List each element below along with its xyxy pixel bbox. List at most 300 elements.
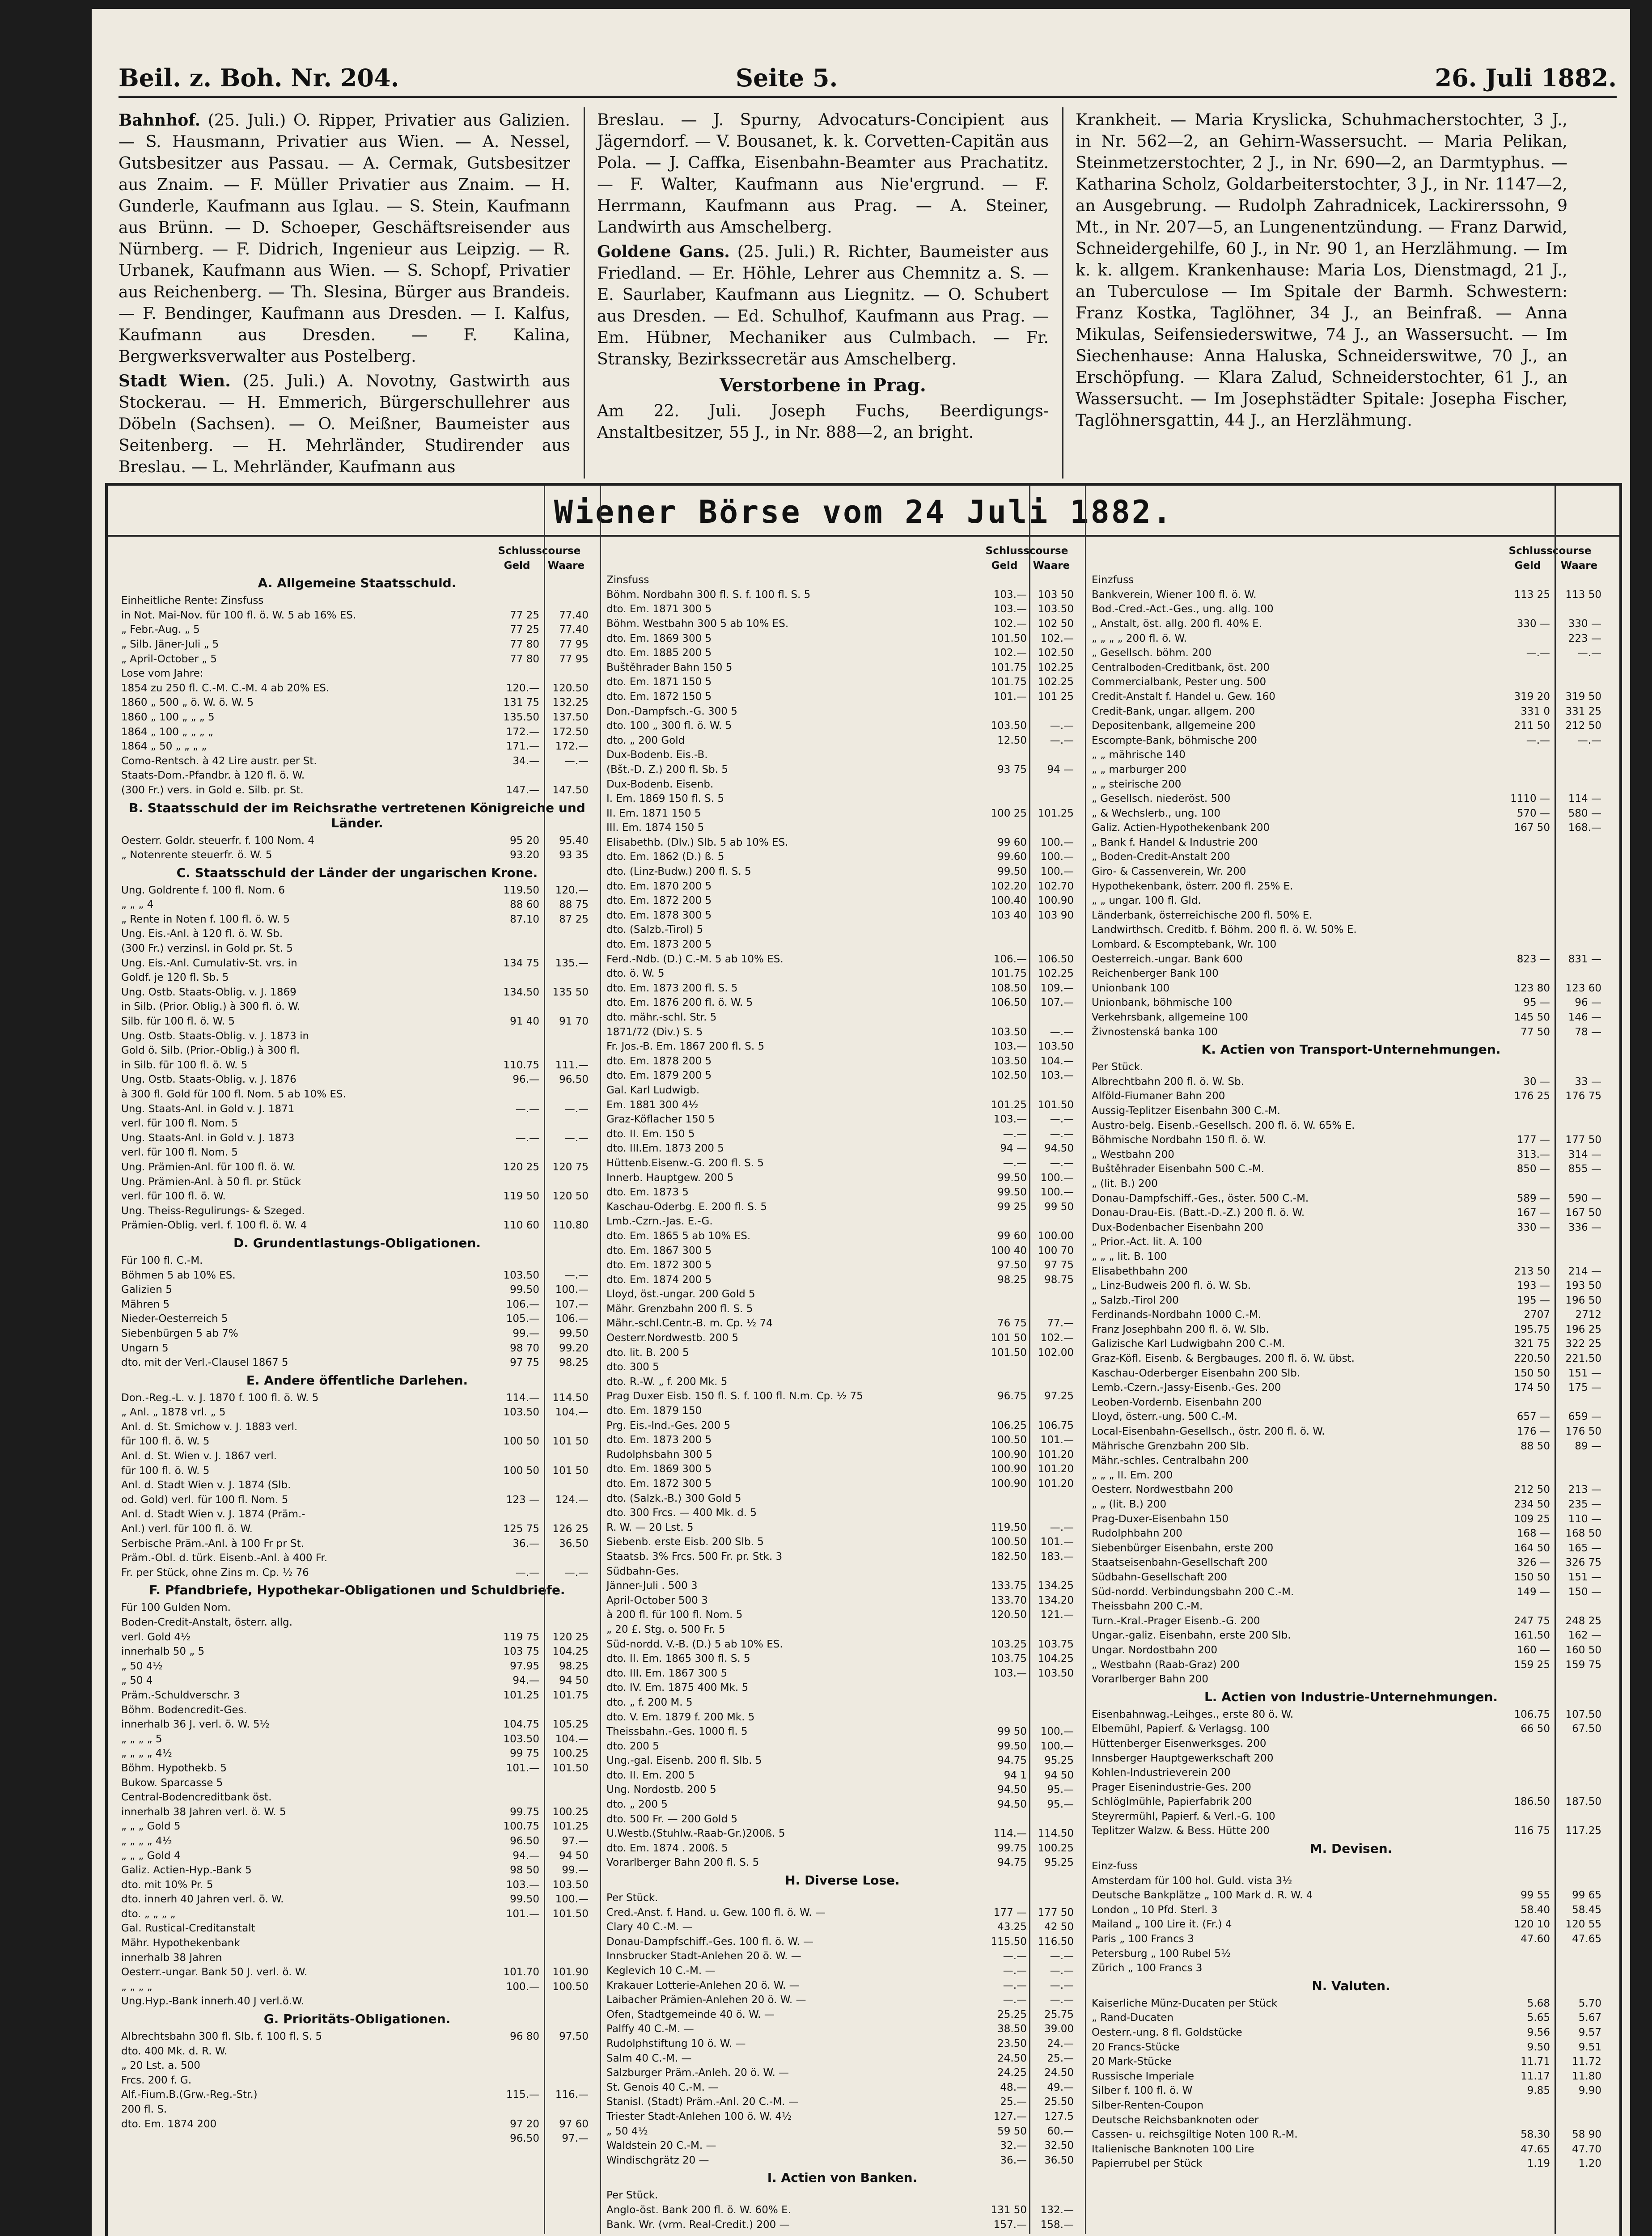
waare-price: 96 — (1575, 997, 1601, 1009)
quote-row (606, 1389, 1078, 1404)
geld-price: 326 — (1516, 1557, 1550, 1569)
quote-row (1092, 981, 1610, 996)
quote-row (606, 821, 1078, 835)
waare-price: —.— (1050, 1979, 1074, 1991)
quote-row (121, 681, 593, 696)
security-name: Credit-Anstalt f. Handel u. Gew. 160 (1092, 690, 1275, 703)
column-divider (1085, 486, 1086, 2234)
quote-row (121, 927, 593, 941)
quote-row (121, 2102, 593, 2117)
geld-price: 103.— (506, 1879, 539, 1891)
waare-price: 150 — (1568, 1586, 1601, 1598)
geld-price: 103.— (993, 1114, 1027, 1126)
security-name: „ „ mährische 140 (1092, 749, 1186, 761)
waare-price: 78 — (1575, 1026, 1601, 1038)
waare-price: 106.75 (1038, 1419, 1074, 1431)
geld-price: 823 — (1516, 953, 1550, 965)
quote-row (1092, 1947, 1610, 1961)
geld-price: 103.50 (991, 1026, 1027, 1038)
geld-price: 101.70 (503, 1966, 539, 1978)
security-name: Prämien-Oblig. verl. f. 100 fl. ö. W. 4 (121, 1220, 307, 1232)
quote-row (606, 1724, 1078, 1739)
quote-row (121, 2088, 593, 2102)
quote-row (1092, 1293, 1610, 1308)
section-heading: G. Prioritäts-Obligationen. (263, 2012, 451, 2027)
waare-price: 101.75 (552, 1689, 589, 1701)
security-name: dto. innerh 40 Jahren verl. ö. W. (121, 1893, 284, 1906)
waare-price: 2712 (1575, 1309, 1601, 1321)
quote-row (606, 1768, 1078, 1783)
geld-price: 133.70 (991, 1594, 1027, 1606)
schlusscourse-label: Schlusscourse (985, 545, 1068, 557)
geld-price: 161.50 (1514, 1630, 1550, 1642)
quote-row (121, 1072, 593, 1087)
quote-row (121, 783, 593, 798)
waare-price: 113 50 (1565, 589, 1601, 601)
waare-price: 151 — (1568, 1571, 1601, 1583)
waare-price: 101.20 (1038, 1478, 1074, 1490)
geld-price: 120.— (506, 682, 539, 694)
waare-price: 103.50 (1038, 1041, 1074, 1053)
quote-row (121, 666, 593, 681)
geld-price: 103.50 (991, 720, 1027, 732)
security-name: dto. IV. Em. 1875 400 Mk. 5 (606, 1682, 749, 1694)
quote-row (606, 1935, 1078, 1949)
quote-row (121, 1673, 593, 1688)
geld-price: 24.25 (997, 2067, 1027, 2079)
geld-price: 113 25 (1514, 589, 1550, 601)
security-name: dto. III. Em. 1867 300 5 (606, 1667, 728, 1679)
quote-row (606, 1710, 1078, 1725)
security-name: Rudolphstiftung 10 ö. W. — (606, 2037, 746, 2050)
quote-row (606, 1025, 1078, 1040)
quote-row (606, 2218, 1078, 2232)
security-name: dto. Em. 1872 200 5 (606, 895, 712, 907)
quote-row (606, 1244, 1078, 1258)
geld-price: —.— (1526, 647, 1550, 659)
quote-row (606, 2109, 1078, 2124)
quote-row (1092, 1766, 1610, 1780)
security-name: Stanisl. (Stadt) Präm.-Anl. 20 C.-M. — (606, 2096, 799, 2108)
geld-price: 103.— (993, 589, 1027, 601)
section-heading: H. Diverse Lose. (785, 1873, 900, 1888)
quote-row (1092, 850, 1610, 864)
quote-row (121, 1029, 593, 1044)
security-name: dto. Em. 1873 200 5 (606, 939, 712, 951)
quote-row (121, 1849, 593, 1863)
waare-price: 120 55 (1565, 1918, 1601, 1931)
waare-price: 104.— (555, 1733, 589, 1745)
geld-price: 99.— (513, 1327, 539, 1339)
geld-price: 105.— (506, 1313, 539, 1325)
geld-price: 101 50 (991, 1332, 1027, 1344)
quote-row (121, 1703, 593, 1718)
section-heading: E. Andere öffentliche Darlehen. (246, 1372, 468, 1388)
section-heading: F. Pfandbriefe, Hypothekar-Obligationen und Schuldbriefe. (149, 1583, 565, 1598)
quote-row (121, 1283, 593, 1297)
geld-waare-header (121, 559, 593, 573)
security-name: Zürich „ 100 Francs 3 (1092, 1962, 1203, 1974)
waare-price: 590 — (1568, 1192, 1601, 1204)
security-name: Präm.-Schuldverschr. 3 (121, 1689, 240, 1701)
security-name: dto. Em. 1862 (D.) ß. 5 (606, 851, 724, 863)
security-name: Donau-Drau-Eis. (Batt.-D.-Z.) 200 fl. ö. W. (1092, 1207, 1305, 1219)
security-name: Innerb. Hauptgew. 200 5 (606, 1172, 734, 1184)
quote-row (606, 2139, 1078, 2153)
quote-row (121, 1420, 593, 1435)
geld-price: 103.— (993, 603, 1027, 615)
geld-price: 5.65 (1527, 2012, 1550, 2024)
quote-row (606, 1229, 1078, 1244)
arrivals-column-2 (597, 110, 1049, 476)
security-name: (300 Fr.) vers. in Gold e. Silb. pr. St. (121, 784, 304, 796)
geld-price: 102.20 (991, 880, 1027, 892)
waare-price: 120 50 (552, 1190, 589, 1203)
geld-price: 850 — (1516, 1163, 1550, 1175)
quote-row (121, 912, 593, 927)
security-name: Salm 40 C.-M. — (606, 2052, 692, 2064)
quote-row (1092, 1722, 1610, 1736)
security-name: Silber-Renten-Coupon (1092, 2099, 1204, 2111)
security-name: in Not. Mai-Nov. für 100 fl. ö. W. 5 ab 16% ES. (121, 609, 356, 621)
waare-price: 235 — (1568, 1499, 1601, 1510)
security-name: Steyrermühl, Papierf. & Verl.-G. 100 (1092, 1810, 1275, 1822)
waare-price: 100.— (555, 1893, 589, 1906)
security-name: dto. 100 „ 300 fl. ö. W. 5 (606, 720, 732, 732)
geld-price: 106.75 (1514, 1708, 1550, 1720)
security-name: Theissbahn 200 C.-M. (1092, 1601, 1203, 1613)
quote-row (606, 1448, 1078, 1462)
quote-row (121, 637, 593, 652)
waare-price: 109.— (1040, 982, 1074, 994)
quote-row (1092, 2127, 1610, 2142)
geld-price: 99.50 (510, 1284, 539, 1296)
geld-price: 186.50 (1514, 1796, 1550, 1808)
waare-price: 25.75 (1044, 2008, 1074, 2020)
quote-row (1092, 733, 1610, 748)
quote-row (1092, 588, 1610, 602)
quote-row (1092, 1148, 1610, 1162)
waare-price: 183.— (1040, 1550, 1074, 1563)
quote-row (606, 1068, 1078, 1083)
waare-price: 101.20 (1038, 1448, 1074, 1461)
quote-row (606, 1978, 1078, 1993)
quote-row (1092, 1780, 1610, 1795)
geld-price: 100 25 (991, 807, 1027, 819)
geld-price: 100.90 (991, 1448, 1027, 1461)
waare-price: 127.5 (1044, 2110, 1074, 2122)
security-name: dto. (Salzb.-Tirol) 5 (606, 924, 703, 936)
geld-price: 330 — (1516, 618, 1550, 630)
security-name: Staatsb. 3% Frcs. 500 Fr. pr. Stk. 3 (606, 1550, 783, 1563)
waare-price: 9.51 (1578, 2041, 1601, 2053)
waare-price: 196 25 (1565, 1323, 1601, 1335)
geld-price: 103.50 (503, 1733, 539, 1745)
quote-row (606, 850, 1078, 864)
quote-row (1092, 952, 1610, 967)
quote-row (606, 1141, 1078, 1156)
waare-price: 105.25 (552, 1719, 589, 1731)
quote-row (606, 1010, 1078, 1025)
quote-row (121, 1965, 593, 1980)
geld-price: 100.— (506, 1981, 539, 1993)
waare-price: 659 — (1568, 1411, 1601, 1423)
security-name: für 100 fl. ö. W. 5 (121, 1436, 210, 1448)
security-name: Einz-fuss (1092, 1860, 1138, 1872)
quote-row (1092, 1932, 1610, 1947)
waare-price: 116.50 (1038, 1935, 1074, 1948)
waare-price: 100.— (1040, 1740, 1074, 1752)
security-name: Mailand „ 100 Lire it. (Fr.) 4 (1092, 1918, 1232, 1931)
security-name: Kaiserliche Münz-Ducaten per Stück (1092, 1997, 1278, 2009)
waare-price: 103 50 (1038, 589, 1074, 601)
quote-row (121, 1131, 593, 1146)
security-name: „ (lit. B.) 200 (1092, 1177, 1158, 1190)
security-name: Lloyd, österr.-ung. 500 C.-M. (1092, 1411, 1237, 1423)
waare-price: 116.— (555, 2089, 589, 2101)
quote-row (121, 1175, 593, 1190)
security-name: III. Em. 1874 150 5 (606, 822, 704, 834)
waare-price: 159 75 (1565, 1659, 1601, 1671)
geld-price: 48.— (1000, 2081, 1027, 2093)
quote-row (1092, 995, 1610, 1010)
waare-price: 100.— (1040, 1172, 1074, 1184)
security-name: Böhmen 5 ab 10% ES. (121, 1269, 236, 1281)
quote-row (1092, 2054, 1610, 2069)
geld-price: 99 60 (997, 1230, 1027, 1242)
geld-price: 100.50 (991, 1434, 1027, 1446)
quote-row (606, 1433, 1078, 1448)
security-name: Länderbank, österreichische 200 fl. 50% E. (1092, 909, 1313, 921)
security-name: Reichenberger Bank 100 (1092, 968, 1219, 980)
quote-row (606, 1535, 1078, 1550)
waare-price: 177 50 (1565, 1134, 1601, 1146)
waare-price: 103 90 (1038, 909, 1074, 921)
geld-price: 95 20 (510, 834, 539, 847)
geld-price: 36.— (513, 1537, 539, 1550)
waare-price: 102.— (1040, 1332, 1074, 1344)
waare-price: —.— (1050, 1026, 1074, 1038)
security-name: Ofen, Stadtgemeinde 40 ö. W. — (606, 2008, 775, 2020)
waare-price: 107.— (555, 1298, 589, 1310)
security-name: Petersburg „ 100 Rubel 5½ (1092, 1948, 1231, 1960)
geld-price: 94.— (513, 1675, 539, 1687)
waare-price: 124.— (555, 1494, 589, 1506)
quote-row (606, 1214, 1078, 1229)
security-name: Einzfuss (1092, 574, 1134, 586)
geld-price: 159 25 (1514, 1659, 1550, 1671)
quote-row (606, 1753, 1078, 1768)
geld-price: 103.— (993, 1667, 1027, 1679)
geld-price: 115.50 (991, 1935, 1027, 1948)
quote-row (606, 1520, 1078, 1535)
quote-row (606, 2051, 1078, 2066)
waare-price: 162 — (1568, 1630, 1601, 1642)
waare-price: 97 60 (559, 2118, 589, 2130)
geld-price: 109 25 (1514, 1513, 1550, 1525)
security-name: Papierrubel per Stück (1092, 2158, 1203, 2170)
geld-price: 58.40 (1521, 1904, 1550, 1916)
waare-price: 100.00 (1038, 1230, 1074, 1242)
security-name: innerhalb 38 Jahren verl. ö. W. 5 (121, 1806, 286, 1818)
schlusscourse-label: Schlusscourse (498, 545, 581, 557)
waare-price: —.— (1577, 647, 1601, 659)
quote-row (1092, 1512, 1610, 1527)
geld-price: 102.— (993, 647, 1027, 659)
security-name: Cassen- u. reichsgiltige Noten 100 R.-M. (1092, 2129, 1298, 2141)
security-name: Prager Eisenindustrie-Ges. 200 (1092, 1781, 1251, 1793)
geld-price: 116 75 (1514, 1825, 1550, 1837)
security-name: Mährische Grenzbahn 200 Slb. (1092, 1440, 1249, 1452)
waare-price: 120 75 (552, 1161, 589, 1173)
security-name: Unionbank 100 (1092, 982, 1170, 994)
quote-row (121, 1449, 593, 1464)
security-name: Oesterr. Goldr. steuerfr. f. 100 Nom. 4 (121, 834, 314, 847)
security-name: Jänner-Juli . 500 3 (606, 1580, 698, 1592)
waare-price: 196 50 (1565, 1294, 1601, 1306)
quote-row (606, 2124, 1078, 2139)
geld-price: 120 10 (1514, 1918, 1550, 1931)
quote-row (606, 1375, 1078, 1389)
quote-row (121, 898, 593, 912)
quote-row (1092, 675, 1610, 690)
quote-row (121, 1014, 593, 1029)
price-column-label: Geld (504, 559, 530, 572)
geld-price: 103.— (993, 1041, 1027, 1053)
geld-price: 59 50 (997, 2125, 1027, 2137)
waare-price: 103.50 (1038, 603, 1074, 615)
waare-price: 100.— (1040, 1726, 1074, 1738)
quote-row (606, 2080, 1078, 2095)
security-name: Salzburger Präm.-Anleh. 20 ö. W. — (606, 2067, 789, 2079)
waare-price: 94 50 (559, 1850, 589, 1862)
geld-price: 119 75 (503, 1631, 539, 1643)
waare-price: 95.— (1047, 1799, 1074, 1811)
quote-row (606, 1841, 1078, 1856)
security-name: Lose vom Jahre: (121, 668, 203, 680)
security-name: Ung. Staats-Anl. in Gold v. J. 1871 (121, 1103, 295, 1115)
quote-row (1092, 1874, 1610, 1889)
security-name: Galiz. Actien-Hypothekenbank 200 (1092, 822, 1270, 834)
waare-price: 96.50 (559, 1074, 589, 1086)
security-name: Per Stück. (1092, 1061, 1144, 1073)
security-name: Hüttenb.Eisenw.-G. 200 fl. S. 5 (606, 1157, 764, 1169)
security-name: Turn.-Kral.-Prager Eisenb.-G. 200 (1092, 1615, 1260, 1627)
waare-price: 99 65 (1572, 1889, 1601, 1901)
quote-row (121, 848, 593, 863)
waare-price: 175 — (1568, 1382, 1601, 1394)
geld-price: 97.95 (510, 1660, 539, 1672)
waare-price: 100.90 (1038, 895, 1074, 907)
page-number: Seite 5. (736, 64, 838, 92)
waare-price: 93 35 (559, 849, 589, 861)
security-name: Anl. d. Stadt Wien v. J. 1874 (Präm.- (121, 1508, 305, 1520)
security-name: „ 50 4 (121, 1675, 153, 1687)
quote-row (121, 1566, 593, 1580)
section-heading: C. Staatsschuld der Länder der ungarischen Krone. (176, 865, 538, 880)
security-name: dto. „ „ „ „ (121, 1908, 176, 1920)
issue-label: Beil. z. Boh. Nr. 204. (119, 64, 399, 92)
security-name: „ „ „ „ (121, 1981, 152, 1993)
quote-row (1092, 1395, 1610, 1410)
security-name: „ April-October „ 5 (121, 653, 217, 665)
geld-price: —.— (515, 1103, 539, 1115)
waare-price: 336 — (1568, 1221, 1601, 1233)
quote-row (121, 1805, 593, 1820)
quote-row (1092, 1824, 1610, 1838)
quote-row (606, 879, 1078, 894)
waare-price: 99 50 (1044, 1201, 1074, 1213)
price-column-divider (1555, 486, 1556, 2234)
security-name: Waldstein 20 C.-M. — (606, 2140, 716, 2152)
quote-row (606, 1098, 1078, 1113)
geld-price: 36.— (1000, 2154, 1027, 2166)
geld-price: 77 50 (1521, 1026, 1550, 1038)
quote-row (1092, 1220, 1610, 1235)
security-name: Ung. Theiss-Regulirungs- & Szeged. (121, 1205, 305, 1217)
geld-price: 96 80 (510, 2031, 539, 2043)
price-column-label: Waare (1033, 559, 1070, 572)
security-name: Lmb.-Czrn.-Jas. E.-G. (606, 1215, 713, 1228)
section-heading: A. Allgemeine Staatsschuld. (258, 576, 457, 591)
security-name: Mähr. Hypothekenbank (121, 1937, 240, 1949)
security-name: dto. mit der Verl.-Clausel 1867 5 (121, 1357, 288, 1369)
quote-row (1092, 1658, 1610, 1673)
quote-row (606, 762, 1078, 777)
security-name: od. Gold) verl. für 100 fl. Nom. 5 (121, 1494, 288, 1506)
security-name: Oesterr.Nordwestb. 200 5 (606, 1332, 739, 1344)
quote-row (606, 2203, 1078, 2218)
geld-price: 119 50 (503, 1190, 539, 1203)
geld-price: 91 40 (510, 1016, 539, 1028)
security-name: „ Salzb.-Tirol 200 (1092, 1294, 1179, 1306)
waare-price: 326 75 (1565, 1557, 1601, 1569)
quote-row (121, 1834, 593, 1849)
security-name: Staats-Dom.-Pfandbr. à 120 fl. ö. W. (121, 770, 305, 782)
geld-price: 331 0 (1521, 705, 1550, 717)
security-name: Verkehrsbank, allgemeine 100 (1092, 1012, 1248, 1023)
waare-price: 151 — (1568, 1367, 1601, 1379)
security-name: Kaschau-Oderberger Eisenbahn 200 Slb. (1092, 1367, 1300, 1379)
waare-price: 36.50 (1044, 2154, 1074, 2166)
quote-row (1092, 1903, 1610, 1918)
quote-row (606, 1360, 1078, 1375)
quote-row (606, 1964, 1078, 1978)
waare-price: 32.50 (1044, 2140, 1074, 2152)
waare-price: 98.75 (1044, 1274, 1074, 1286)
quote-row (121, 1189, 593, 1204)
security-name: 1864 „ 50 „ „ „ „ (121, 741, 207, 753)
security-name: Prag Duxer Eisb. 150 fl. S. f. 100 fl. N.m. Cp. ½ 75 (606, 1390, 863, 1402)
waare-price: 104.— (555, 1406, 589, 1419)
security-name: dto. „ 200 5 (606, 1799, 668, 1811)
waare-price: 160 50 (1565, 1644, 1601, 1656)
waare-price: 100.— (1040, 1186, 1074, 1198)
waare-price: 100.— (1040, 866, 1074, 878)
deaths-column (1076, 110, 1567, 476)
security-name: Hüttenberger Eisenwerksges. 200 (1092, 1737, 1267, 1749)
security-name: dto. Em. 1878 200 5 (606, 1055, 712, 1067)
quote-row (1092, 777, 1610, 792)
bourse-column-c (1092, 544, 1610, 2236)
waare-price: 176 50 (1565, 1426, 1601, 1438)
geld-price: 110 60 (503, 1220, 539, 1232)
waare-price: —.— (1050, 734, 1074, 746)
quote-row (121, 1058, 593, 1073)
geld-price: 220.50 (1514, 1353, 1550, 1365)
geld-price: 12.50 (997, 734, 1027, 746)
geld-price: 102.50 (991, 1070, 1027, 1082)
